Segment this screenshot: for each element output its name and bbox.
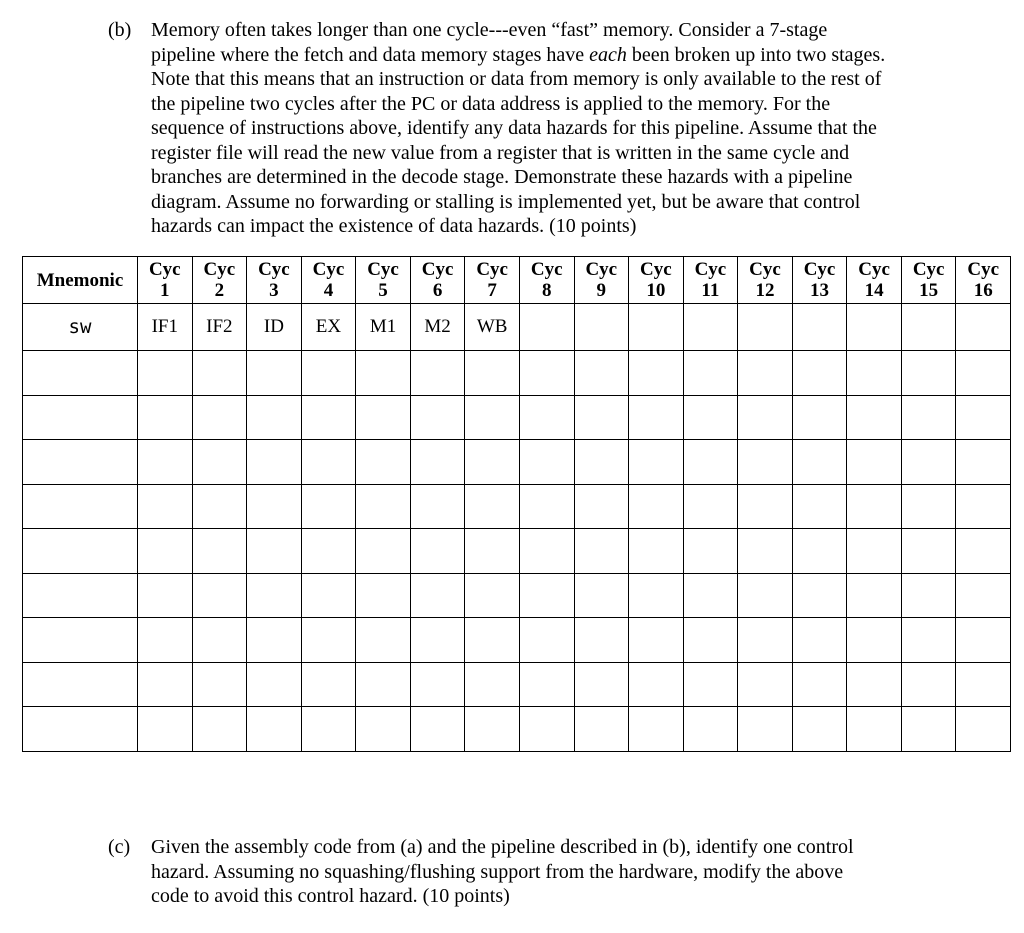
stage-cell[interactable]: [956, 529, 1011, 574]
cycle-header-16: [956, 257, 1011, 304]
stage-cell[interactable]: [956, 707, 1011, 752]
stage-cell[interactable]: [792, 662, 847, 707]
stage-cell[interactable]: [519, 707, 574, 752]
stage-cell[interactable]: [410, 351, 465, 396]
question-b-line: Note that this means that an instruction or data from memory is only available to the rest of: [151, 68, 882, 90]
mnemonic-cell[interactable]: [23, 351, 138, 396]
stage-cell[interactable]: [792, 618, 847, 663]
stage-cell[interactable]: [356, 662, 411, 707]
stage-cell[interactable]: [301, 484, 356, 529]
stage-cell[interactable]: [901, 351, 956, 396]
stage-cell[interactable]: [683, 529, 738, 574]
stage-cell[interactable]: [574, 440, 629, 485]
cycle-word: Cyc: [367, 259, 399, 280]
emphasis-each: each: [589, 43, 627, 66]
cycle-number: 16: [973, 280, 993, 301]
stage-cell[interactable]: [792, 484, 847, 529]
stage-cell[interactable]: [356, 484, 411, 529]
cycle-header-1: [138, 257, 193, 304]
stage-cell[interactable]: [192, 573, 247, 618]
stage-cell[interactable]: [247, 573, 302, 618]
cycle-number: 1: [160, 280, 170, 301]
stage-cell[interactable]: [629, 395, 684, 440]
stage-cell[interactable]: [629, 304, 684, 351]
stage-cell[interactable]: [738, 440, 793, 485]
stage-cell[interactable]: [410, 662, 465, 707]
cycle-header-9: [574, 257, 629, 304]
cycle-header-15: [901, 257, 956, 304]
mnemonic-cell[interactable]: [23, 573, 138, 618]
stage-cell[interactable]: [847, 395, 902, 440]
cycle-word: Cyc: [694, 259, 727, 280]
stage-cell[interactable]: [574, 618, 629, 663]
stage-cell[interactable]: [247, 707, 302, 752]
stage-cell[interactable]: [138, 395, 193, 440]
stage-cell[interactable]: [956, 618, 1011, 663]
stage-cell[interactable]: [247, 395, 302, 440]
question-b-line: sequence of instructions above, identify any data hazards for this pipeline. Assume that the: [151, 117, 877, 139]
stage-cell[interactable]: [301, 662, 356, 707]
cycle-number: 6: [432, 280, 443, 301]
stage-cell[interactable]: [519, 618, 574, 663]
question-b-line: diagram. Assume no forwarding or stalling is implemented yet, but be aware that control: [151, 190, 861, 213]
stage-cell[interactable]: [574, 484, 629, 529]
stage-cell[interactable]: [356, 707, 411, 752]
mnemonic-cell[interactable]: [23, 440, 138, 485]
stage-cell[interactable]: [138, 662, 193, 707]
cycle-number: 5: [378, 280, 388, 301]
stage-cell[interactable]: [901, 484, 956, 529]
cycle-word: Cyc: [967, 259, 1000, 280]
stage-cell[interactable]: [629, 484, 684, 529]
stage-cell[interactable]: [519, 662, 574, 707]
stage-cell[interactable]: [683, 440, 738, 485]
table-header-row: [23, 257, 1011, 304]
stage-cell[interactable]: M2: [410, 304, 465, 351]
stage-cell[interactable]: [901, 529, 956, 574]
stage-cell[interactable]: [519, 304, 574, 351]
cycle-word: Cyc: [312, 259, 345, 280]
stage-cell[interactable]: [683, 662, 738, 707]
stage-cell[interactable]: [792, 351, 847, 396]
stage-cell[interactable]: [192, 707, 247, 752]
mnemonic-cell[interactable]: [23, 618, 138, 663]
stage-cell[interactable]: [792, 395, 847, 440]
cycle-word: Cyc: [421, 259, 454, 280]
stage-cell[interactable]: [683, 304, 738, 351]
stage-cell[interactable]: [465, 707, 520, 752]
stage-cell[interactable]: [519, 573, 574, 618]
question-b-line: branches are determined in the decode stage. Demonstrate these hazards with a pipeline: [151, 166, 853, 188]
stage-cell[interactable]: [683, 395, 738, 440]
stage-cell[interactable]: [465, 440, 520, 485]
stage-cell[interactable]: IF1: [138, 304, 193, 351]
cycle-number: 14: [864, 280, 884, 301]
table-row: [23, 351, 1011, 396]
stage-cell[interactable]: [956, 304, 1011, 351]
table-row: [23, 484, 1011, 529]
stage-cell[interactable]: [247, 484, 302, 529]
question-b-line: register file will read the new value from a register that is written in the same cycle and: [151, 141, 850, 164]
stage-cell[interactable]: [629, 440, 684, 485]
stage-cell[interactable]: [847, 618, 902, 663]
stage-cell[interactable]: [574, 529, 629, 574]
stage-cell[interactable]: ID: [247, 304, 302, 351]
stage-cell[interactable]: [847, 484, 902, 529]
cycle-number: 11: [701, 280, 720, 301]
stage-cell[interactable]: [847, 440, 902, 485]
stage-cell[interactable]: [738, 395, 793, 440]
cycle-word: Cyc: [530, 259, 563, 280]
mnemonic-header: Mnemonic: [23, 257, 138, 304]
stage-cell[interactable]: [956, 662, 1011, 707]
stage-cell[interactable]: [683, 707, 738, 752]
stage-cell[interactable]: [738, 707, 793, 752]
stage-cell[interactable]: [465, 351, 520, 396]
stage-cell[interactable]: [519, 351, 574, 396]
stage-cell[interactable]: [301, 618, 356, 663]
cycle-word: Cyc: [640, 259, 672, 280]
stage-cell[interactable]: [192, 529, 247, 574]
stage-cell[interactable]: [901, 707, 956, 752]
stage-cell[interactable]: [465, 618, 520, 663]
stage-cell[interactable]: [410, 440, 465, 485]
stage-cell[interactable]: [847, 573, 902, 618]
stage-cell[interactable]: [901, 304, 956, 351]
cycle-number: 7: [487, 280, 497, 301]
stage-cell[interactable]: [738, 529, 793, 574]
mnemonic-cell[interactable]: [23, 395, 138, 440]
stage-cell[interactable]: [738, 351, 793, 396]
stage-cell[interactable]: [465, 573, 520, 618]
cycle-header-6: [410, 257, 465, 304]
stage-cell[interactable]: IF2: [192, 304, 247, 351]
cycle-number: 2: [214, 280, 225, 301]
stage-cell[interactable]: [956, 573, 1011, 618]
stage-cell[interactable]: [901, 395, 956, 440]
question-b-line: Memory often takes longer than one cycle---even “fast” memory. Consider a 7-stage: [151, 19, 828, 41]
stage-cell[interactable]: [574, 351, 629, 396]
stage-cell[interactable]: [847, 707, 902, 752]
stage-cell[interactable]: [356, 573, 411, 618]
stage-cell[interactable]: [465, 484, 520, 529]
stage-cell[interactable]: [410, 395, 465, 440]
mnemonic-cell[interactable]: sw: [23, 304, 138, 351]
cycle-header-8: [519, 257, 574, 304]
stage-cell[interactable]: [410, 529, 465, 574]
stage-cell[interactable]: [301, 529, 356, 574]
cycle-header-3: [247, 257, 302, 304]
stage-cell[interactable]: [356, 395, 411, 440]
stage-cell[interactable]: [847, 529, 902, 574]
stage-cell[interactable]: [410, 707, 465, 752]
stage-cell[interactable]: [792, 707, 847, 752]
table-row: [23, 304, 1011, 351]
question-b-label: (b): [108, 19, 132, 41]
stage-cell[interactable]: [356, 529, 411, 574]
stage-cell[interactable]: [356, 351, 411, 396]
stage-cell[interactable]: [192, 395, 247, 440]
stage-cell[interactable]: [247, 662, 302, 707]
cycle-header-10: [629, 257, 684, 304]
cycle-word: Cyc: [858, 259, 890, 280]
stage-cell[interactable]: [356, 440, 411, 485]
mnemonic-cell[interactable]: [23, 529, 138, 574]
stage-cell[interactable]: WB: [465, 304, 520, 351]
stage-cell[interactable]: [465, 395, 520, 440]
stage-cell[interactable]: [738, 573, 793, 618]
cycle-word: Cyc: [803, 259, 836, 280]
stage-cell[interactable]: [247, 529, 302, 574]
table-row: [23, 529, 1011, 574]
stage-cell[interactable]: [519, 440, 574, 485]
stage-cell[interactable]: [956, 484, 1011, 529]
stage-cell[interactable]: [574, 395, 629, 440]
cycle-word: Cyc: [148, 259, 181, 280]
stage-cell[interactable]: [901, 618, 956, 663]
stage-cell[interactable]: EX: [301, 304, 356, 351]
stage-cell[interactable]: [574, 662, 629, 707]
stage-cell[interactable]: [629, 573, 684, 618]
question-b-line: the pipeline two cycles after the PC or data address is applied to the memory. For the: [151, 92, 831, 115]
stage-cell[interactable]: [519, 484, 574, 529]
stage-cell[interactable]: [247, 351, 302, 396]
stage-cell[interactable]: [138, 573, 193, 618]
stage-cell[interactable]: [465, 662, 520, 707]
table-row: [23, 395, 1011, 440]
cycle-number: 8: [541, 280, 552, 301]
stage-cell[interactable]: [956, 440, 1011, 485]
cycle-number: 13: [810, 280, 830, 301]
stage-cell[interactable]: [683, 618, 738, 663]
stage-cell[interactable]: [792, 304, 847, 351]
cycle-word: Cyc: [258, 259, 290, 280]
stage-cell[interactable]: [138, 484, 193, 529]
cycle-header-13: [792, 257, 847, 304]
cycle-number: 4: [323, 280, 334, 301]
stage-cell[interactable]: [629, 707, 684, 752]
stage-cell[interactable]: [247, 440, 302, 485]
cycle-header-4: [301, 257, 356, 304]
stage-cell[interactable]: [683, 484, 738, 529]
cycle-number: 3: [269, 280, 279, 301]
stage-cell[interactable]: [847, 304, 902, 351]
stage-cell[interactable]: [138, 440, 193, 485]
stage-cell[interactable]: [301, 573, 356, 618]
question-c-line: code to avoid this control hazard. (10 points): [151, 885, 510, 907]
stage-cell[interactable]: [138, 529, 193, 574]
question-c-line: Given the assembly code from (a) and the pipeline described in (b), identify one control: [151, 836, 854, 858]
stage-cell[interactable]: [301, 351, 356, 396]
cycle-word: Cyc: [476, 259, 508, 280]
question-b-line: hazards can impact the existence of data hazards. (10 points): [151, 215, 637, 237]
stage-cell[interactable]: [792, 529, 847, 574]
stage-cell[interactable]: [519, 395, 574, 440]
mnemonic-cell[interactable]: [23, 662, 138, 707]
stage-cell[interactable]: [574, 304, 629, 351]
pipeline-diagram-table: [22, 256, 1011, 752]
stage-cell[interactable]: [629, 618, 684, 663]
stage-cell[interactable]: [356, 618, 411, 663]
stage-cell[interactable]: [519, 529, 574, 574]
stage-cell[interactable]: [574, 707, 629, 752]
stage-cell[interactable]: [192, 351, 247, 396]
stage-cell[interactable]: [301, 395, 356, 440]
stage-cell[interactable]: [847, 662, 902, 707]
stage-cell[interactable]: [192, 484, 247, 529]
stage-cell[interactable]: [192, 662, 247, 707]
stage-cell[interactable]: [301, 440, 356, 485]
stage-cell[interactable]: [138, 707, 193, 752]
stage-cell[interactable]: [138, 351, 193, 396]
stage-cell[interactable]: [574, 573, 629, 618]
cycle-word: Cyc: [585, 259, 618, 280]
stage-cell[interactable]: [410, 618, 465, 663]
cycle-header-5: [356, 257, 411, 304]
cycle-number: 15: [919, 280, 939, 301]
stage-cell[interactable]: [956, 395, 1011, 440]
cycle-number: 9: [596, 280, 607, 301]
stage-cell[interactable]: M1: [356, 304, 411, 351]
table-row: [23, 440, 1011, 485]
question-c-line: hazard. Assuming no squashing/flushing support from the hardware, modify the above: [151, 860, 844, 883]
table-row: [23, 573, 1011, 618]
stage-cell[interactable]: [901, 573, 956, 618]
question-b-line: pipeline where the fetch and data memory stages have each been broken up into two stages.: [151, 43, 886, 66]
stage-cell[interactable]: [738, 662, 793, 707]
stage-cell[interactable]: [629, 662, 684, 707]
mnemonic-cell[interactable]: [23, 484, 138, 529]
cycle-header-11: [683, 257, 738, 304]
stage-cell[interactable]: [901, 662, 956, 707]
stage-cell[interactable]: [683, 573, 738, 618]
cycle-number: 12: [755, 280, 775, 301]
cycle-word: Cyc: [203, 259, 236, 280]
stage-cell[interactable]: [738, 484, 793, 529]
stage-cell[interactable]: [465, 529, 520, 574]
stage-cell[interactable]: [792, 573, 847, 618]
stage-cell[interactable]: [629, 351, 684, 396]
stage-cell[interactable]: [956, 351, 1011, 396]
question-c-label: (c): [108, 836, 131, 858]
cycle-word: Cyc: [912, 259, 945, 280]
cycle-header-12: [738, 257, 793, 304]
question-c-text: [151, 835, 854, 909]
stage-cell[interactable]: [301, 707, 356, 752]
stage-cell[interactable]: [847, 351, 902, 396]
stage-cell[interactable]: [247, 618, 302, 663]
stage-cell[interactable]: [410, 484, 465, 529]
stage-cell[interactable]: [738, 618, 793, 663]
stage-cell[interactable]: [138, 618, 193, 663]
cycle-header-2: [192, 257, 247, 304]
table-row: [23, 662, 1011, 707]
stage-cell[interactable]: [683, 351, 738, 396]
stage-cell[interactable]: [192, 440, 247, 485]
cycle-number: 10: [646, 280, 666, 301]
stage-cell[interactable]: [192, 618, 247, 663]
cycle-header-7: [465, 257, 520, 304]
table-row: [23, 707, 1011, 752]
stage-cell[interactable]: [738, 304, 793, 351]
mnemonic-cell[interactable]: [23, 707, 138, 752]
stage-cell[interactable]: [901, 440, 956, 485]
cycle-word: Cyc: [749, 259, 781, 280]
table-row: [23, 618, 1011, 663]
table-body: [23, 304, 1011, 752]
stage-cell[interactable]: [629, 529, 684, 574]
stage-cell[interactable]: [410, 573, 465, 618]
question-b-text: [151, 18, 885, 239]
cycle-header-14: [847, 257, 902, 304]
stage-cell[interactable]: [792, 440, 847, 485]
